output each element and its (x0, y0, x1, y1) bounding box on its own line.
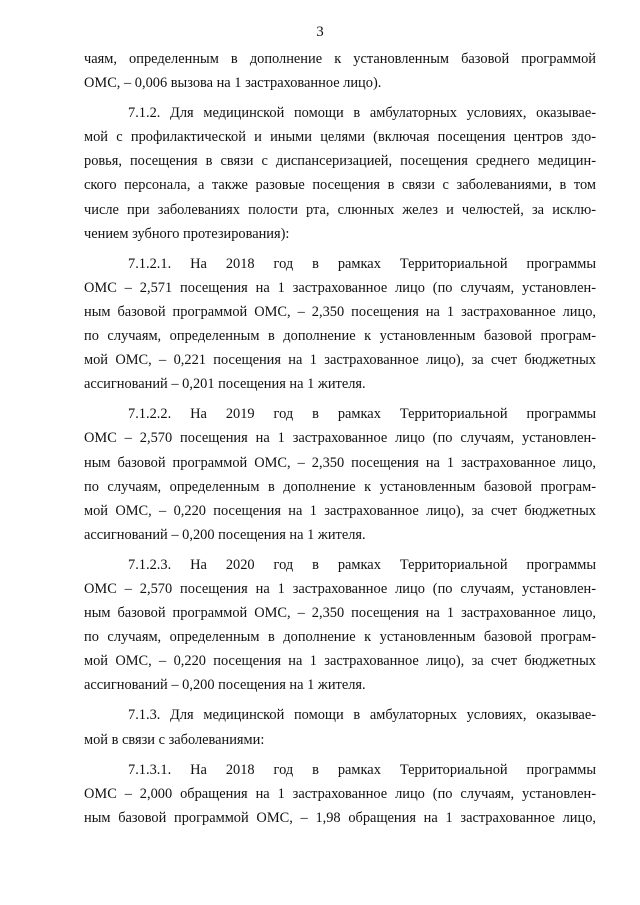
paragraph (84, 553, 596, 698)
paragraph (84, 402, 596, 547)
text-line: по случаям, определенным в дополнение к установленным базовой програм- (84, 328, 596, 345)
paragraph (84, 101, 596, 246)
text-line: ным базовой программой ОМС, – 1,98 обращения на 1 застрахованное лицо, (84, 809, 596, 826)
page-number: 3 (316, 24, 324, 40)
text-line: ОМС – 2,570 посещения на 1 застрахованное лицо (по случаям, установлен- (84, 580, 596, 597)
text-line: 7.1.2.1. На 2018 год в рамках Территориальной программы (128, 255, 596, 272)
paragraph (84, 252, 596, 397)
text-line: 7.1.3. Для медицинской помощи в амбулаторных условиях, оказывае- (128, 707, 596, 724)
text-line: мой в связи с заболеваниями: (84, 731, 265, 748)
text-line: ского персонала, а также разовые посещения в связи с заболеваниями, в том (84, 177, 596, 194)
text-line: ассигнований – 0,200 посещения на 1 жителя. (84, 526, 366, 543)
text-line: по случаям, определенным в дополнение к установленным базовой програм- (84, 478, 596, 495)
text-line: ным базовой программой ОМС, – 2,350 посещения на 1 застрахованное лицо, (84, 605, 596, 622)
text-line: мой ОМС, – 0,220 посещения на 1 застрахованное лицо), за счет бюджетных (84, 653, 596, 670)
paragraph (84, 758, 596, 830)
text-line: по случаям, определенным в дополнение к установленным базовой програм- (84, 629, 596, 646)
text-line: 7.1.2. Для медицинской помощи в амбулаторных условиях, оказывае- (128, 105, 596, 122)
paragraph (84, 703, 596, 751)
text-line: 7.1.2.2. На 2019 год в рамках Территориальной программы (128, 406, 596, 423)
text-line: 7.1.3.1. На 2018 год в рамках Территориальной программы (128, 761, 596, 778)
text-line: 7.1.2.3. На 2020 год в рамках Территориальной программы (128, 556, 596, 573)
text-line: ОМС – 2,000 обращения на 1 застрахованное лицо (по случаям, установлен- (84, 785, 596, 802)
text-line: ассигнований – 0,200 посещения на 1 жителя. (84, 677, 366, 694)
paragraph (84, 47, 596, 95)
text-line: мой ОМС, – 0,220 посещения на 1 застрахованное лицо), за счет бюджетных (84, 502, 596, 519)
document-body (84, 47, 596, 836)
text-line: мой с профилактической и иными целями (включая посещения центров здо- (84, 129, 596, 146)
text-line: ОМС, – 0,006 вызова на 1 застрахованное лицо). (84, 75, 382, 92)
text-line: ровья, посещения в связи с диспансеризацией, посещения среднего медицин- (84, 153, 596, 170)
text-line: ным базовой программой ОМС, – 2,350 посещения на 1 застрахованное лицо, (84, 454, 596, 471)
text-line: чением зубного протезирования): (84, 225, 290, 242)
text-line: ассигнований – 0,201 посещения на 1 жителя. (84, 376, 366, 393)
text-line: мой ОМС, – 0,221 посещения на 1 застрахованное лицо), за счет бюджетных (84, 352, 596, 369)
text-line: чаям, определенным в дополнение к установленным базовой программой (84, 51, 596, 67)
text-line: ОМС – 2,570 посещения на 1 застрахованное лицо (по случаям, установлен- (84, 430, 596, 447)
text-line: ным базовой программой ОМС, – 2,350 посещения на 1 застрахованное лицо, (84, 303, 596, 320)
text-line: ОМС – 2,571 посещения на 1 застрахованное лицо (по случаям, установлен- (84, 279, 596, 296)
text-line: числе при заболеваниях полости рта, слюнных желез и челюстей, за исклю- (84, 201, 596, 218)
